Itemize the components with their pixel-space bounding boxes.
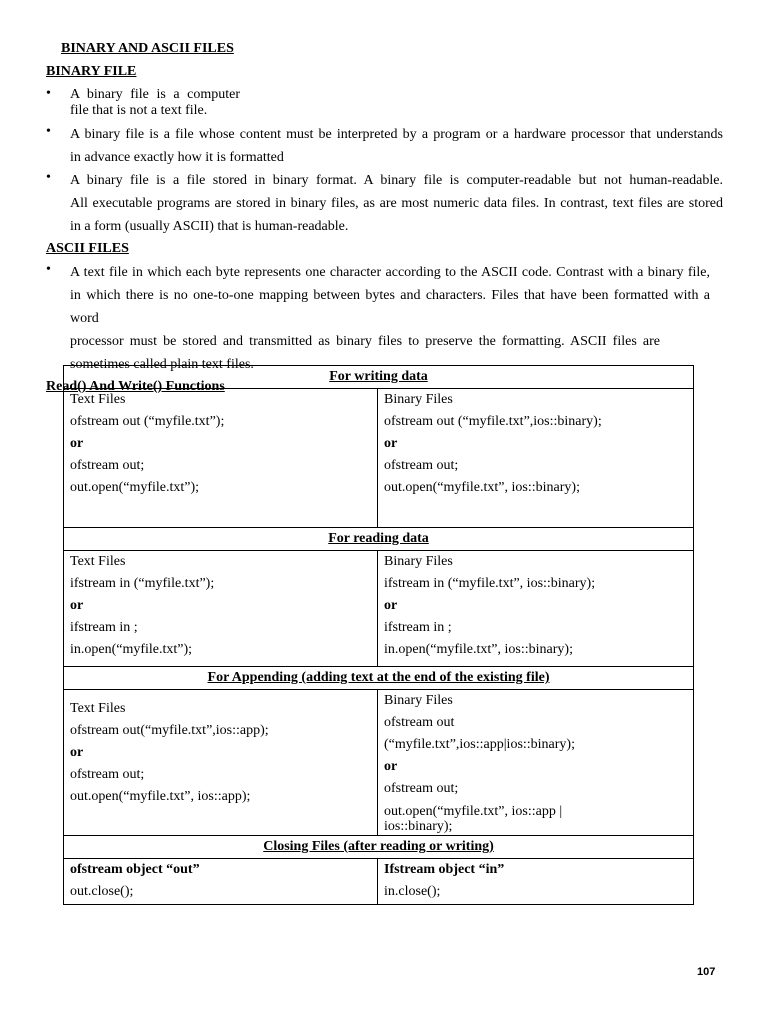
code-line: ofstream out; — [384, 458, 459, 473]
or-label: or — [384, 436, 398, 451]
code-line: in.open(“myfile.txt”, ios::binary); — [384, 642, 573, 657]
or-label: or — [384, 598, 398, 613]
bullet-icon: • — [46, 124, 51, 139]
read-write-heading: Read() And Write() Functions — [46, 379, 225, 394]
code-line: ofstream out; — [70, 458, 145, 473]
ascii-bullet-line-2: in which there is no one-to-one mapping between bytes and characters. Files that have been formatted with a — [70, 288, 710, 303]
cell-label: Ifstream object “in” — [384, 862, 505, 877]
or-label: or — [384, 759, 398, 774]
code-line: ofstream out; — [384, 781, 459, 796]
closing-binary-cell — [378, 859, 694, 905]
code-line: ofstream out (“myfile.txt”,ios::binary); — [384, 414, 602, 429]
reading-binary-cell — [378, 551, 694, 667]
page-title: BINARY AND ASCII FILES — [61, 41, 234, 56]
cell-label: Binary Files — [384, 392, 453, 407]
bullet-icon: • — [46, 86, 51, 101]
code-line: ios::binary); — [384, 819, 453, 834]
binary-bullet-2 — [70, 123, 723, 169]
reading-text-cell — [64, 551, 378, 667]
appending-section-title: For Appending (adding text at the end of the existing file) — [64, 667, 694, 690]
binary-bullet-1-line-1: A binary file is a computer — [70, 87, 240, 102]
code-line: ofstream out(“myfile.txt”,ios::app); — [70, 723, 269, 738]
appending-binary-cell — [378, 690, 694, 836]
code-line: ofstream out (“myfile.txt”); — [70, 414, 225, 429]
code-line: ifstream in (“myfile.txt”); — [70, 576, 215, 591]
ascii-files-heading: ASCII FILES — [46, 241, 129, 256]
binary-bullet-3-line-2: All executable programs are stored in binary files, as are most numeric data files. In contrast, text files are stored — [70, 196, 723, 211]
code-line: ifstream in ; — [70, 620, 138, 635]
cell-label: Text Files — [70, 392, 126, 407]
code-line: in.close(); — [384, 884, 441, 899]
or-label: or — [70, 745, 84, 760]
code-line: out.open(“myfile.txt”, ios::app | — [384, 804, 563, 819]
closing-section-title: Closing Files (after reading or writing) — [64, 836, 694, 859]
code-line: in.open(“myfile.txt”); — [70, 642, 193, 657]
cell-label: Binary Files — [384, 554, 453, 569]
code-line: out.open(“myfile.txt”, ios::binary); — [384, 480, 580, 495]
appending-text-cell — [64, 690, 378, 836]
ascii-bullet-line-1: A text file in which each byte represents one character according to the ASCII code. Contrast with a binary file, — [70, 265, 710, 280]
binary-bullet-2-line-1: A binary file is a file whose content must be interpreted by a program or a hardware processor that understands — [70, 127, 723, 142]
binary-bullet-3 — [70, 169, 723, 238]
writing-section-title: For writing data — [64, 366, 694, 389]
or-label: or — [70, 598, 84, 613]
code-line: out.close(); — [70, 884, 134, 899]
code-line: ofstream out; — [70, 767, 145, 782]
bullet-icon: • — [46, 262, 51, 277]
writing-binary-cell — [378, 389, 694, 528]
reading-section-title: For reading data — [64, 528, 694, 551]
cell-label: Text Files — [70, 701, 126, 716]
binary-file-heading: BINARY FILE — [46, 64, 137, 79]
code-line: ifstream in ; — [384, 620, 452, 635]
binary-bullet-1-line-2: file that is not a text file. — [70, 103, 208, 118]
ascii-bullet-line-3: word — [70, 311, 99, 326]
or-label: or — [70, 436, 84, 451]
code-line: ifstream in (“myfile.txt”, ios::binary); — [384, 576, 596, 591]
binary-bullet-3-line-1: A binary file is a file stored in binary format. A binary file is computer-readable but not human-readable. — [70, 173, 723, 188]
cell-label: Text Files — [70, 554, 126, 569]
code-line: (“myfile.txt”,ios::app|ios::binary); — [384, 737, 575, 752]
file-modes-table — [63, 365, 694, 905]
cell-label: Binary Files — [384, 693, 453, 708]
closing-text-cell — [64, 859, 378, 905]
bullet-icon: • — [46, 170, 51, 185]
binary-bullet-3-line-3: in a form (usually ASCII) that is human-readable. — [70, 219, 349, 234]
code-line: out.open(“myfile.txt”); — [70, 480, 200, 495]
page-number: 107 — [697, 966, 716, 978]
ascii-bullet — [70, 261, 710, 376]
binary-bullet-2-line-2: in advance exactly how it is formatted — [70, 150, 284, 165]
writing-text-cell — [64, 389, 378, 528]
cell-label: ofstream object “out” — [70, 862, 200, 877]
ascii-bullet-line-5: sometimes called plain text files. — [70, 357, 254, 372]
code-line: ofstream out — [384, 715, 455, 730]
binary-bullet-1 — [70, 87, 240, 119]
code-line: out.open(“myfile.txt”, ios::app); — [70, 789, 251, 804]
ascii-bullet-line-4: processor must be stored and transmitted as binary files to preserve the formatting. ASCII files are — [70, 334, 660, 349]
